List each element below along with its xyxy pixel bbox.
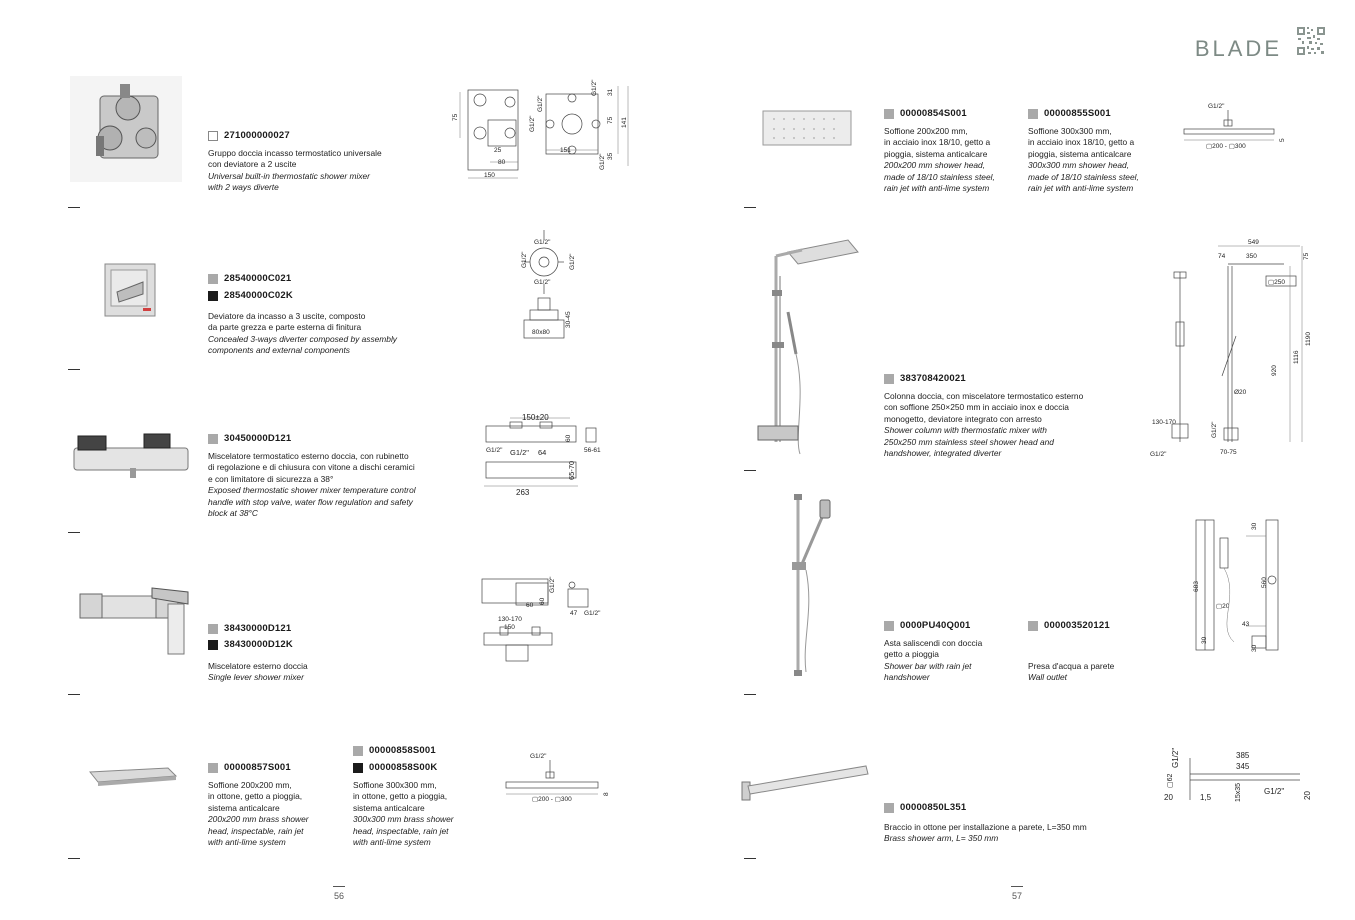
finish-swatch (208, 131, 218, 141)
dim-label: 130-170 (498, 616, 522, 623)
dim-label: 64 (538, 448, 547, 457)
product-code-line (208, 130, 290, 141)
product-photo-shower-arm (740, 760, 872, 806)
desc-it-line: monogetto, deviatore integrato con arresto (884, 413, 1042, 424)
product-code-line (353, 762, 437, 773)
product-description (1028, 661, 1114, 684)
row-separator (744, 858, 756, 859)
desc-en-line: handshower, integrated diverter (884, 448, 1002, 459)
dim-label: 30 (1251, 644, 1258, 652)
desc-en-line: handshower (884, 672, 930, 683)
desc-it-line: Colonna doccia, con miscelatore termostatico esterno (884, 391, 1084, 401)
dim-label: 74 (1218, 253, 1226, 260)
product-code-line (884, 108, 967, 119)
product-code-line (208, 762, 291, 773)
desc-en-line: Concealed 3-ways diverter composed by assembly (208, 333, 397, 344)
dim-label: G1/2" (1211, 421, 1218, 438)
desc-en-line: Universal built-in thermostatic shower mixer (208, 170, 370, 181)
dim-label: G1/2" (534, 239, 551, 246)
product-description (884, 391, 1083, 459)
dim-label: G1/2" (549, 576, 556, 593)
product-code: 00000858S001 (369, 745, 436, 756)
finish-swatch (1028, 109, 1038, 119)
desc-en-line: Exposed thermostatic shower mixer temperature control (208, 485, 416, 496)
desc-en-line: with anti-lime system (208, 837, 286, 848)
product-code-line (208, 623, 291, 634)
product-description (884, 126, 995, 194)
dim-label: 150 (484, 172, 495, 179)
product-code: 00000858S00K (369, 762, 438, 773)
dim-label: 65-70 (567, 460, 576, 480)
page-number-right (1007, 886, 1027, 901)
desc-en-line: head, inspectable, rain jet (353, 825, 449, 836)
desc-en-line: rain jet with anti-lime system (1028, 183, 1134, 194)
page-number-text: 56 (333, 891, 344, 901)
dim-label: 75 (607, 116, 614, 124)
technical-drawing-2 (510, 228, 580, 350)
page-number-text: 57 (1011, 891, 1022, 901)
row-separator (744, 470, 756, 471)
desc-en-line: Brass shower arm, L= 350 mm (884, 833, 999, 844)
desc-en-line: rain jet with anti-lime system (884, 183, 990, 194)
product-description (208, 661, 308, 684)
dim-label: 150 (504, 624, 515, 631)
finish-swatch (208, 763, 218, 773)
desc-it-line: Soffione 300x300 mm, (353, 780, 437, 790)
desc-en-line: Single lever shower mixer (208, 672, 304, 683)
desc-it-line: Miscelatore termostatico esterno doccia, con rubinetto (208, 451, 409, 461)
dim-label: 1116 (1293, 350, 1300, 364)
desc-it-line: pioggia, sistema anticalcare (1028, 148, 1132, 159)
product-photo-shower-column (752, 236, 862, 461)
product-code: 00000857S001 (224, 762, 291, 773)
desc-it-line: Miscelatore esterno doccia (208, 661, 308, 671)
desc-en-line: made of 18/10 stainless steel, (1028, 171, 1139, 182)
desc-it-line: sistema anticalcare (353, 802, 425, 813)
finish-swatch (208, 434, 218, 444)
dim-label: 31 (607, 88, 614, 96)
dim-label: 683 (1193, 581, 1200, 592)
desc-it-line: con soffione 250×250 mm in acciaio inox e doccia (884, 402, 1069, 413)
desc-en-line: 200x200 mm brass shower (208, 814, 309, 825)
row-separator (68, 369, 80, 370)
product-code-line (884, 620, 971, 631)
product-code: 30450000D121 (224, 433, 292, 444)
desc-it-line: in ottone, getto a pioggia, (353, 791, 448, 802)
technical-drawing-4 (478, 575, 608, 670)
dim-label: 150±20 (522, 413, 549, 422)
row-separator (68, 207, 80, 208)
dim-label: 1,5 (1200, 793, 1212, 802)
product-code: 000003520121 (1044, 620, 1110, 631)
dim-label: 151 (560, 147, 571, 154)
desc-it-line: sistema anticalcare (208, 802, 280, 813)
product-code: 00000855S001 (1044, 108, 1111, 119)
dim-label: G1/2" (584, 610, 601, 617)
desc-it-line: in acciaio inox 18/10, getto a (884, 137, 991, 148)
technical-drawing-1 (450, 78, 635, 184)
dim-label: G1/2" (569, 253, 576, 270)
product-description (208, 311, 397, 357)
desc-en-line: with anti-lime system (353, 837, 431, 848)
dim-label: G1/2" (530, 753, 547, 760)
dim-label: 30 (1251, 522, 1258, 530)
desc-en-line: components and external components (208, 345, 350, 356)
desc-it-line: Deviatore da incasso a 3 uscite, composto (208, 311, 366, 321)
product-photo-single-lever-mixer (76, 578, 194, 658)
dim-label: G1/2" (534, 279, 551, 286)
desc-it-line: Soffione 200x200 mm, (208, 780, 292, 790)
product-code-line (208, 639, 293, 650)
brand-title: BLADE (1194, 36, 1282, 61)
product-description (353, 780, 454, 848)
desc-it-line: Presa d'acqua a parete (1028, 661, 1115, 671)
page-number-left (329, 886, 349, 901)
finish-swatch (208, 640, 218, 650)
dim-label: ▢20 (1216, 603, 1230, 610)
technical-drawing-6 (1176, 100, 1286, 152)
product-photo-thermostatic-mixer (70, 76, 182, 182)
desc-en-line: Shower column with thermostatic mixer with (884, 425, 1047, 436)
dim-label: G1/2" (529, 115, 536, 132)
dim-label: G1/2" (591, 79, 598, 96)
dim-label: G1/2" (599, 153, 606, 170)
product-description (208, 780, 309, 848)
dim-label: 35 (607, 152, 614, 160)
desc-en-line: made of 18/10 stainless steel, (884, 171, 995, 182)
desc-it-line: Asta saliscendi con doccia (884, 638, 983, 648)
dim-label: 5 (1279, 138, 1286, 142)
product-code-line (208, 273, 291, 284)
dim-label: 75 (1303, 252, 1310, 260)
product-code: 00000850L351 (900, 802, 967, 813)
dim-label: 385 (1236, 751, 1250, 760)
product-code-line (884, 373, 966, 384)
desc-en-line: 300x300 mm brass shower (353, 814, 454, 825)
dim-label: G1/2" (1171, 748, 1180, 768)
product-code: 28540000C021 (224, 273, 292, 284)
qr-code-icon (1296, 26, 1326, 56)
desc-it-line: Soffione 300x300 mm, (1028, 126, 1112, 136)
desc-it-line: getto a pioggia (884, 649, 939, 660)
dim-label: 20 (1303, 791, 1312, 800)
finish-swatch (208, 624, 218, 634)
technical-drawing-7 (1150, 236, 1315, 461)
dim-label: 70-75 (1220, 449, 1237, 456)
dim-label: G1/2" (510, 448, 529, 457)
product-code: 38430000D12K (224, 639, 293, 650)
dim-label: 80x80 (532, 329, 550, 336)
dim-label: G1/2" (1208, 103, 1225, 110)
finish-swatch (353, 746, 363, 756)
dim-label: 56-61 (584, 447, 601, 454)
dim-label: 80 (498, 159, 506, 166)
product-photo-diverter (103, 262, 159, 320)
dim-label: ▢200 - ▢300 (1206, 143, 1246, 150)
product-code: 383708420021 (900, 373, 966, 384)
product-code: 28540000C02K (224, 290, 293, 301)
finish-swatch (1028, 621, 1038, 631)
dim-label: 130-170 (1152, 419, 1176, 426)
dim-label: 60 (565, 434, 572, 442)
product-code-line (208, 433, 291, 444)
dim-label: Ø20 (1234, 389, 1247, 396)
product-photo-brass-shower-head (88, 766, 178, 788)
desc-en-line: handle with stop valve, water flow regulation and safety (208, 496, 413, 507)
technical-drawing-5 (500, 750, 610, 802)
desc-it-line: in acciaio inox 18/10, getto a (1028, 137, 1135, 148)
dim-label: 15x35 (1235, 782, 1242, 802)
desc-it-line: Braccio in ottone per installazione a parete, L=350 mm (884, 822, 1087, 832)
dim-label: 43 (1242, 621, 1250, 628)
desc-it-line: pioggia, sistema anticalcare (884, 148, 988, 159)
row-separator (744, 207, 756, 208)
product-photo-steel-shower-head (760, 107, 855, 147)
finish-swatch (884, 109, 894, 119)
finish-swatch (208, 291, 218, 301)
dim-label: G1/2" (486, 447, 503, 454)
product-photo-shower-bar (780, 490, 840, 680)
dim-label: ▢200 - ▢300 (532, 796, 572, 802)
row-separator (68, 532, 80, 533)
dim-label: 920 (1271, 365, 1278, 376)
product-description (884, 638, 982, 684)
desc-en-line: block at 38°C (208, 508, 258, 519)
dim-label: 60 (526, 602, 534, 609)
dim-label: ▢250 (1268, 279, 1285, 286)
dim-label: 345 (1236, 762, 1250, 771)
product-code-line (1028, 620, 1110, 631)
product-photo-thermostatic-exposed (70, 424, 194, 484)
dim-label: 30 (1201, 636, 1208, 644)
dim-label: 560 (1261, 577, 1268, 588)
finish-swatch (884, 621, 894, 631)
dim-label: 47 (570, 610, 578, 617)
desc-it-line: e con limitatore di sicurezza a 38° (208, 473, 334, 484)
dim-label: 60 (539, 597, 546, 605)
technical-drawing-8 (1180, 516, 1290, 656)
product-description (208, 451, 416, 519)
product-code: 0000PU40Q001 (900, 620, 971, 631)
dim-label: 1190 (1305, 332, 1312, 346)
desc-it-line: in ottone, getto a pioggia, (208, 791, 303, 802)
finish-swatch (208, 274, 218, 284)
dim-label: G1/2" (521, 251, 528, 268)
desc-en-line: 300x300 mm shower head, (1028, 160, 1130, 171)
finish-swatch (884, 374, 894, 384)
finish-swatch (353, 763, 363, 773)
desc-en-line: with 2 ways diverte (208, 182, 279, 193)
dim-label: 75 (452, 113, 459, 121)
dim-label: 263 (516, 488, 530, 497)
product-description (1028, 126, 1139, 194)
product-code-line (208, 290, 293, 301)
desc-en-line: 250x250 mm stainless steel shower head and (884, 436, 1054, 447)
row-separator (744, 694, 756, 695)
product-description (884, 822, 1087, 845)
product-code-line (353, 745, 436, 756)
desc-it-line: con deviatore a 2 uscite (208, 159, 297, 170)
product-code: 38430000D121 (224, 623, 292, 634)
desc-en-line: Shower bar with rain jet (884, 660, 972, 671)
dim-label: G1/2" (1150, 451, 1167, 458)
dim-label: 25 (494, 147, 502, 154)
dim-label: G1/2" (537, 95, 544, 112)
dim-label: 30-45 (565, 311, 572, 328)
dim-label: G1/2" (1264, 787, 1285, 796)
dim-label: ▢62 (1167, 773, 1174, 788)
desc-it-line: Gruppo doccia incasso termostatico universale (208, 148, 382, 158)
product-code-line (884, 802, 966, 813)
desc-en-line: head, inspectable, rain jet (208, 825, 304, 836)
dim-label: 141 (621, 117, 628, 128)
product-code: 00000854S001 (900, 108, 967, 119)
desc-en-line: 200x200 mm shower head, (884, 160, 986, 171)
technical-drawing-3 (478, 408, 608, 503)
desc-it-line: da parte grezza e parte esterna di finitura (208, 322, 362, 333)
dim-label: 8 (603, 792, 610, 796)
technical-drawing-9 (1160, 748, 1320, 808)
dim-label: 549 (1248, 239, 1259, 246)
product-description (208, 148, 382, 194)
dim-label: 350 (1246, 253, 1257, 260)
desc-it-line: di regolazione e di chiusura con vitone a dischi ceramici (208, 462, 415, 473)
finish-swatch (884, 803, 894, 813)
product-code-line (1028, 108, 1111, 119)
desc-en-line: Wall outlet (1028, 672, 1067, 683)
product-code: 271000000027 (224, 130, 290, 141)
dim-label: 20 (1164, 793, 1173, 802)
desc-it-line: Soffione 200x200 mm, (884, 126, 968, 136)
row-separator (68, 858, 80, 859)
row-separator (68, 694, 80, 695)
